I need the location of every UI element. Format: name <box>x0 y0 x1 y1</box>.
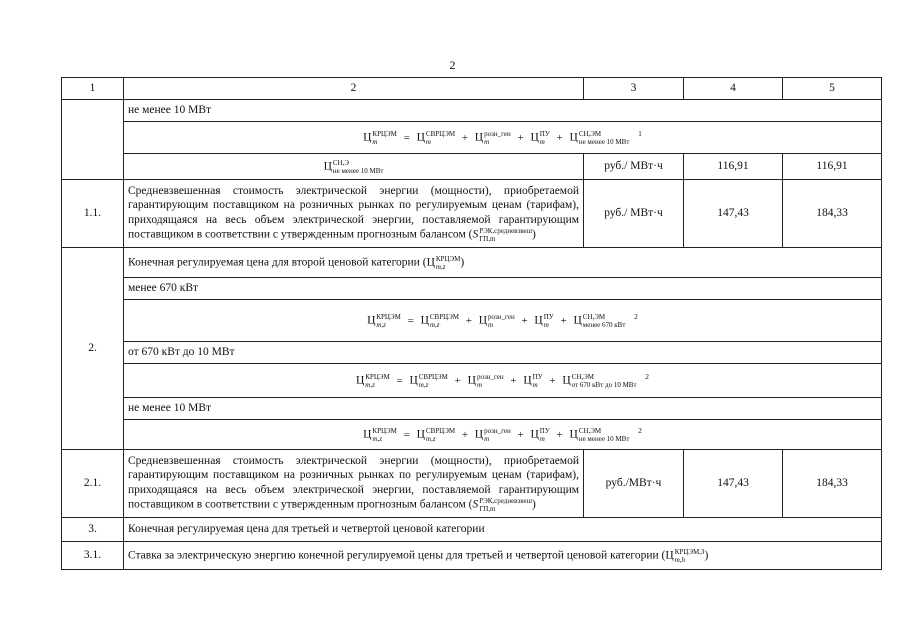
formula-cat1-min10: Ц КРЦЭМ m = Ц СВРЦЭМ m + Ц розн_ген m + Ц ПУ m + Ц СН,ЭМ не менее 10 МВт $^1$ <box>124 122 882 154</box>
value-col5: 184,33 <box>783 450 882 518</box>
col-header-2: 2 <box>124 78 584 100</box>
formula-cat2-less670: Ц КРЦЭМ m,z = Ц СВРЦЭМ m,z + Ц розн_ген m + Ц ПУ m + Ц СН,ЭМ менее 670 кВт $^2$ <box>124 300 882 342</box>
tariff-table <box>61 77 882 570</box>
header-row <box>62 78 882 100</box>
row-description: Конечная регулируемая цена для третьей и четвертой ценовой категории <box>124 518 882 542</box>
value-col5: 184,33 <box>783 180 882 248</box>
table-row <box>62 542 882 570</box>
col-header-5: 5 <box>783 78 882 100</box>
formula-cat2-range: Ц КРЦЭМ m,z = Ц СВРЦЭМ m,z + Ц розн_ген m + Ц ПУ m + Ц СН,ЭМ от 670 кВт до 10 МВт $^2$ <box>124 364 882 398</box>
col-header-3: 3 <box>584 78 684 100</box>
footnote-marker: 2 <box>645 371 650 381</box>
range-label: от 670 кВт до 10 МВт <box>124 342 882 364</box>
footnote-marker: 1 <box>638 128 642 138</box>
formula-cat2-min10: Ц КРЦЭМ m,z = Ц СВРЦЭМ m,z + Ц розн_ген m + Ц ПУ m + Ц СН,ЭМ не менее 10 МВт $^2$ <box>124 420 882 450</box>
table-row <box>62 300 882 342</box>
table-row <box>62 342 882 364</box>
min10-label: не менее 10 МВт <box>124 398 882 420</box>
value-col4: 147,43 <box>684 180 783 248</box>
value-col4: 147,43 <box>684 450 783 518</box>
col-header-4: 4 <box>684 78 783 100</box>
table-row <box>62 180 882 248</box>
table-row <box>62 450 882 518</box>
value-col5: 116,91 <box>783 154 882 180</box>
less670-label: менее 670 кВт <box>124 278 882 300</box>
row-description: Ставка за электрическую энергию конечной регулируемой цены для третьей и четвертой ценовой категории (Ц КРЦЭМ,З m,h ) <box>124 542 882 570</box>
row-description: Средневзвешенная стоимость электрической энергии (мощности), приобретаемой гарантирующим поставщиком на розничных рынках по регулируемым ценам (тарифам), приходящаяся на весь объем электрической энергии, поставляемой гарантирующим поставщиком в соответствии с утвержденным прогнозным балансом (S РЭК,средневзвеш ГП,m ) <box>124 180 584 248</box>
table-row <box>62 398 882 420</box>
table-row <box>62 420 882 450</box>
row-number: 1.1. <box>62 180 124 248</box>
page-number: 2 <box>449 58 456 72</box>
unit-cell: руб./ МВт·ч <box>584 180 684 248</box>
row-description: Средневзвешенная стоимость электрической энергии (мощности), приобретаемой гарантирующим поставщиком на розничных рынках по регулируемым ценам (тарифам), приходящаяся на весь объем электрической энергии, поставляемой гарантирующим поставщиком в соответствии с утвержденным прогнозным балансом (S РЭК,средневзвеш ГП,m ) <box>124 450 584 518</box>
col-header-1: 1 <box>62 78 124 100</box>
table-row <box>62 364 882 398</box>
row-number: 3. <box>62 518 124 542</box>
table-row <box>62 518 882 542</box>
footnote-marker: 2 <box>638 425 642 435</box>
row-number: 2. <box>62 248 124 450</box>
table-row <box>62 100 882 122</box>
unit-cell: руб./МВт·ч <box>584 450 684 518</box>
row-number: 2.1. <box>62 450 124 518</box>
min10-label: не менее 10 МВт <box>124 100 882 122</box>
row-description: Конечная регулируемая цена для второй ценовой категории (Ц КРЦЭМ m,z ) <box>124 248 882 278</box>
value-col4: 116,91 <box>684 154 783 180</box>
table-row <box>62 248 882 278</box>
unit-cell: руб./ МВт·ч <box>584 154 684 180</box>
row-number: 3.1. <box>62 542 124 570</box>
footnote-marker: 2 <box>634 311 638 321</box>
cn-symbol-cell: Ц СН,Э не менее 10 МВт <box>124 154 584 180</box>
table-row <box>62 154 882 180</box>
table-row <box>62 278 882 300</box>
table-row <box>62 122 882 154</box>
cell-empty <box>62 100 124 180</box>
